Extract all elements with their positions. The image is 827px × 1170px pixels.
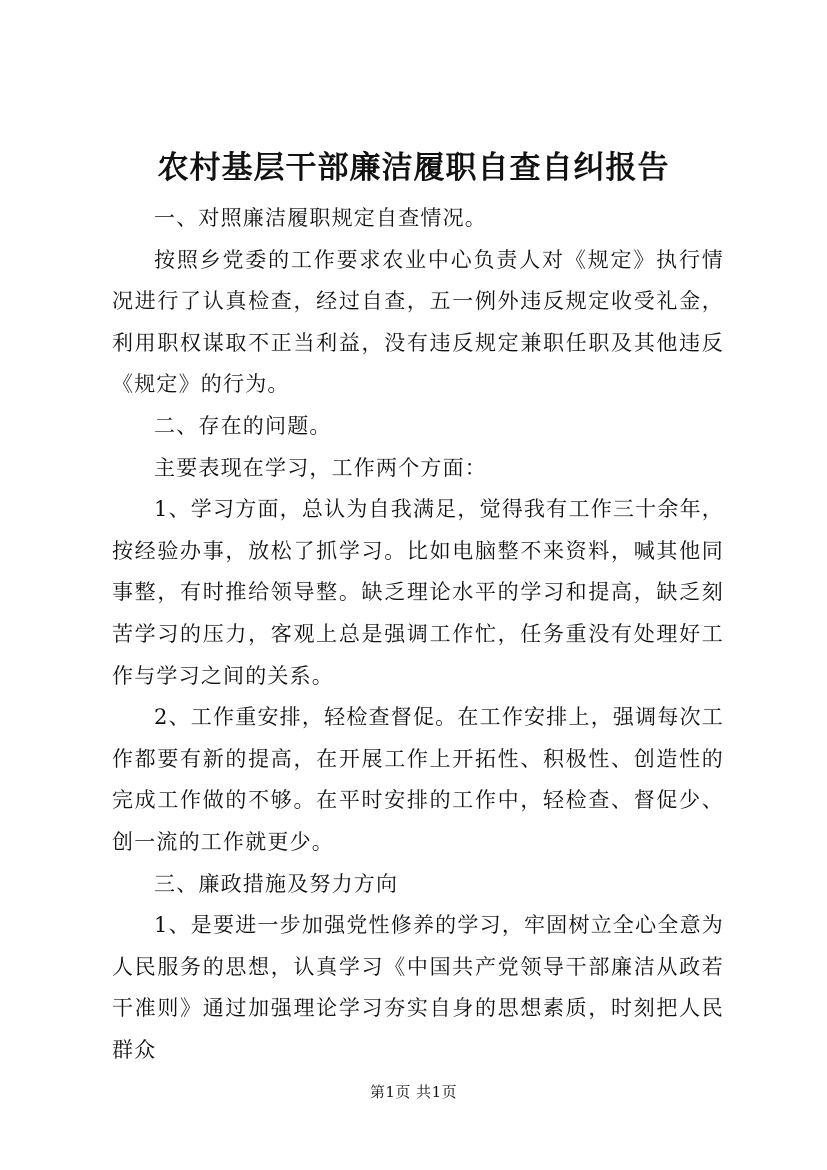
page-footer: 第1页 共1页 [369, 1083, 458, 1101]
document-body [112, 198, 724, 1071]
paragraph-4: 2、工作重安排，轻检查督促。在工作安排上，强调每次工作都要有新的提高，在开展工作上开拓性、积极性、创造性的完成工作做的不够。在平时安排的工作中，轻检查、督促少、创一流的工作就更少。 [112, 705, 724, 854]
paragraph-2: 主要表现在学习，工作两个方面： [154, 455, 487, 480]
paragraph-1: 按照乡党委的工作要求农业中心负责人对《规定》执行情况进行了认真检查，经过自查，五一例外违反规定收受礼金，利用职权谋取不正当利益，没有违反规定兼职任职及其他违反《规定》的行为。 [112, 247, 724, 397]
section-heading-3: 三、廉政措施及努力方向 [154, 871, 399, 896]
section-heading-2: 二、存在的问题。 [154, 413, 332, 438]
paragraph-5: 1、是要进一步加强党性修养的学习，牢固树立全心全意为人民服务的思想，认真学习《中国共产党领导干部廉洁从政若干准则》通过加强理论学习夯实自身的思想素质，时刻把人民群众 [112, 913, 724, 1062]
section-heading-1: 一、对照廉洁履职规定自查情况。 [154, 206, 487, 230]
document-title: 农村基层干部廉洁履职自查自纠报告 [157, 150, 670, 186]
paragraph-3: 1、学习方面，总认为自我满足，觉得我有工作三十余年，按经验办事，放松了抓学习。比如电脑整不来资料，喊其他同事整，有时推给领导整。缺乏理论水平的学习和提高，缺乏刻苦学习的压力，客观上总是强调工作忙，任务重没有处理好工作与学习之间的关系。 [112, 497, 724, 688]
